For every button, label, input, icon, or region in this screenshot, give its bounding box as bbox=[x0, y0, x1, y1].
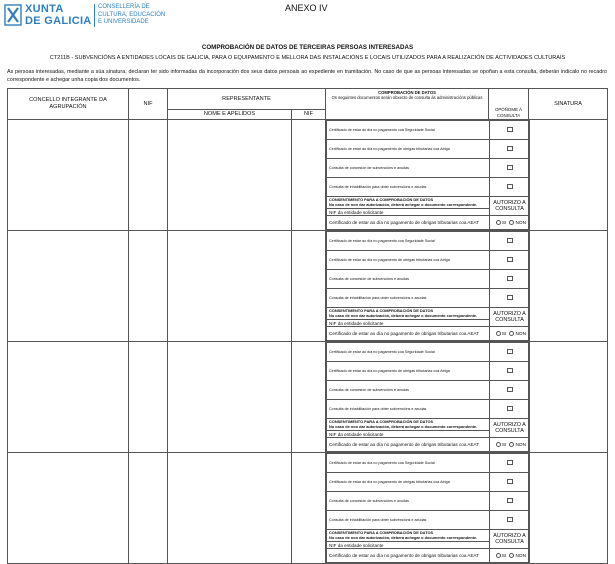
sinatura-cell[interactable] bbox=[529, 120, 608, 231]
col-header-representante: REPRESENTANTE bbox=[168, 89, 326, 110]
table-row bbox=[8, 231, 608, 342]
oppose-checkbox[interactable] bbox=[507, 165, 513, 170]
nif-consent-item: NIF da entidade solicitante bbox=[327, 320, 490, 327]
col-header-comprobacion: COMPROBACIÓN DE DATOS Os seguintes documentos serán obxecto de consulta ás administracións públicas bbox=[326, 89, 489, 120]
radio-non[interactable] bbox=[509, 553, 514, 558]
concello-cell[interactable] bbox=[8, 342, 129, 453]
authorize-label: AUTORIZO A CONSULTA bbox=[490, 419, 530, 438]
logo-divider bbox=[94, 4, 95, 27]
authorize-radio-group: SI NON bbox=[490, 327, 530, 341]
xunta-logo bbox=[4, 3, 174, 29]
table-row bbox=[8, 342, 608, 453]
oppose-checkbox[interactable] bbox=[507, 146, 513, 151]
concello-cell[interactable] bbox=[8, 120, 129, 231]
oppose-checkbox[interactable] bbox=[507, 387, 513, 392]
doc-item-atriga: Certificado de estar ao día no pagamento de obrigas tributarias coa Atriga bbox=[327, 251, 490, 270]
data-check-cell bbox=[326, 453, 529, 564]
table-row bbox=[8, 453, 608, 564]
doc-item-grants: Consulta de concesión de subvencións e axudas bbox=[327, 270, 490, 289]
oppose-checkbox[interactable] bbox=[507, 406, 513, 411]
nif-cell[interactable] bbox=[129, 231, 168, 342]
authorize-radio-group: SI NON bbox=[490, 549, 530, 563]
radio-si[interactable] bbox=[496, 553, 501, 558]
doc-item-inhabilitation: Consulta de inhabilitación para obter subvencións e axudas bbox=[327, 178, 490, 197]
col-header-rep-nif: NIF bbox=[292, 110, 326, 120]
radio-non[interactable] bbox=[509, 220, 514, 225]
logo-name: XUNTA DE GALICIA bbox=[25, 3, 92, 27]
nome-cell[interactable] bbox=[168, 231, 292, 342]
authorize-label: AUTORIZO A CONSULTA bbox=[490, 197, 530, 216]
authorize-label: AUTORIZO A CONSULTA bbox=[490, 308, 530, 327]
aeat-consent-item: Certificado de estar ao día no pagamento de obrigas tributarias coa AEAT bbox=[327, 438, 490, 452]
doc-item-inhabilitation: Consulta de inhabilitación para obter subvencións e axudas bbox=[327, 400, 490, 419]
xunta-emblem-icon bbox=[4, 4, 22, 26]
table-row bbox=[8, 120, 608, 231]
data-check-cell bbox=[326, 342, 529, 453]
oppose-checkbox[interactable] bbox=[507, 127, 513, 132]
nome-cell[interactable] bbox=[168, 342, 292, 453]
authorize-radio-group: SI NON bbox=[490, 216, 530, 230]
col-header-concello: CONCELLO INTEGRANTE DA AGRUPACIÓN bbox=[8, 89, 129, 120]
nome-cell[interactable] bbox=[168, 120, 292, 231]
oppose-checkbox[interactable] bbox=[507, 276, 513, 281]
annex-label: ANEXO IV bbox=[285, 3, 328, 13]
oppose-checkbox[interactable] bbox=[507, 517, 513, 522]
sinatura-cell[interactable] bbox=[529, 453, 608, 564]
interested-parties-table bbox=[7, 88, 608, 564]
aeat-consent-item: Certificado de estar ao día no pagamento de obrigas tributarias coa AEAT bbox=[327, 216, 490, 230]
doc-item-grants: Consulta de concesión de subvencións e axudas bbox=[327, 159, 490, 178]
oppose-checkbox[interactable] bbox=[507, 257, 513, 262]
sinatura-cell[interactable] bbox=[529, 231, 608, 342]
doc-item-atriga: Certificado de estar ao día no pagamento de obrigas tributarias coa Atriga bbox=[327, 140, 490, 159]
col-header-nome: NOME E APELIDOS bbox=[168, 110, 292, 120]
doc-item-atriga: Certificado de estar ao día no pagamento de obrigas tributarias coa Atriga bbox=[327, 473, 490, 492]
oppose-checkbox[interactable] bbox=[507, 479, 513, 484]
col-header-opposition: OPÓÑOME Á CONSULTA bbox=[489, 89, 529, 120]
doc-item-grants: Consulta de concesión de subvencións e axudas bbox=[327, 381, 490, 400]
nif-cell[interactable] bbox=[129, 120, 168, 231]
nif-cell[interactable] bbox=[129, 342, 168, 453]
col-header-sinatura: SINATURA bbox=[529, 89, 608, 120]
nif-consent-item: NIF da entidade solicitante bbox=[327, 431, 490, 438]
doc-item-social-security: Certificado de estar ao día no pagamento coa Seguridade Social bbox=[327, 343, 490, 362]
oppose-checkbox[interactable] bbox=[507, 498, 513, 503]
data-check-cell bbox=[326, 120, 529, 231]
rep-nif-cell[interactable] bbox=[292, 342, 326, 453]
oppose-checkbox[interactable] bbox=[507, 184, 513, 189]
doc-item-social-security: Certificado de estar ao día no pagamento coa Seguridade Social bbox=[327, 121, 490, 140]
intro-paragraph: As persoas interesadas, mediante a súa sinatura, declaran ter sido informadas da incorporación dos seus datos persoais ao expediente en tramitación. No caso de que as persoas interesadas se opoñan a esta consulta, deberán indicalo no recadro correspondente e achegar unha copia dos documentos. bbox=[7, 69, 607, 83]
doc-item-grants: Consulta de concesión de subvencións e axudas bbox=[327, 492, 490, 511]
authorize-radio-group: SI NON bbox=[490, 438, 530, 452]
radio-si[interactable] bbox=[496, 220, 501, 225]
rep-nif-cell[interactable] bbox=[292, 120, 326, 231]
consent-block: CONSENTIMENTO PARA A COMPROBACIÓN DE DATOS No caso de non dar autorización, deberá achegar o documento correspondente. bbox=[327, 530, 490, 542]
doc-item-social-security: Certificado de estar ao día no pagamento coa Seguridade Social bbox=[327, 232, 490, 251]
rep-nif-cell[interactable] bbox=[292, 453, 326, 564]
aeat-consent-item: Certificado de estar ao día no pagamento de obrigas tributarias coa AEAT bbox=[327, 549, 490, 563]
radio-si[interactable] bbox=[496, 442, 501, 447]
oppose-checkbox[interactable] bbox=[507, 349, 513, 354]
concello-cell[interactable] bbox=[8, 231, 129, 342]
radio-non[interactable] bbox=[509, 331, 514, 336]
radio-si[interactable] bbox=[496, 331, 501, 336]
doc-item-social-security: Certificado de estar ao día no pagamento coa Seguridade Social bbox=[327, 454, 490, 473]
aeat-consent-item: Certificado de estar ao día no pagamento de obrigas tributarias coa AEAT bbox=[327, 327, 490, 341]
doc-item-inhabilitation: Consulta de inhabilitación para obter subvencións e axudas bbox=[327, 511, 490, 530]
rep-nif-cell[interactable] bbox=[292, 231, 326, 342]
nome-cell[interactable] bbox=[168, 453, 292, 564]
nif-consent-item: NIF da entidade solicitante bbox=[327, 542, 490, 549]
document-title: COMPROBACIÓN DE DATOS DE TERCEIRAS PERSOAS INTERESADAS bbox=[201, 44, 414, 51]
oppose-checkbox[interactable] bbox=[507, 238, 513, 243]
oppose-checkbox[interactable] bbox=[507, 460, 513, 465]
data-check-cell bbox=[326, 231, 529, 342]
nif-consent-item: NIF da entidade solicitante bbox=[327, 209, 490, 216]
col-header-nif: NIF bbox=[129, 89, 168, 120]
concello-cell[interactable] bbox=[8, 453, 129, 564]
document-subtitle: CT211B - SUBVENCIÓNS A ENTIDADES LOCAIS DE GALICIA, PARA O EQUIPAMENTO E MELLORA DAS INSTALACIÓNS E LOCAIS UTILIZADOS PARA A REALIZACIÓN DE ACTIVIDADES CULTURAIS bbox=[49, 55, 566, 61]
oppose-checkbox[interactable] bbox=[507, 295, 513, 300]
authorize-label: AUTORIZO A CONSULTA bbox=[490, 530, 530, 549]
logo-department: CONSELLERÍA DE CULTURA, EDUCACIÓN E UNIVERSIDADE bbox=[98, 4, 166, 25]
consent-block: CONSENTIMENTO PARA A COMPROBACIÓN DE DATOS No caso de non dar autorización, deberá achegar o documento correspondente. bbox=[327, 419, 490, 431]
oppose-checkbox[interactable] bbox=[507, 368, 513, 373]
consent-block: CONSENTIMENTO PARA A COMPROBACIÓN DE DATOS No caso de non dar autorización, deberá achegar o documento correspondente. bbox=[327, 197, 490, 209]
radio-non[interactable] bbox=[509, 442, 514, 447]
consent-block: CONSENTIMENTO PARA A COMPROBACIÓN DE DATOS No caso de non dar autorización, deberá achegar o documento correspondente. bbox=[327, 308, 490, 320]
nif-cell[interactable] bbox=[129, 453, 168, 564]
sinatura-cell[interactable] bbox=[529, 342, 608, 453]
doc-item-inhabilitation: Consulta de inhabilitación para obter subvencións e axudas bbox=[327, 289, 490, 308]
doc-item-atriga: Certificado de estar ao día no pagamento de obrigas tributarias coa Atriga bbox=[327, 362, 490, 381]
